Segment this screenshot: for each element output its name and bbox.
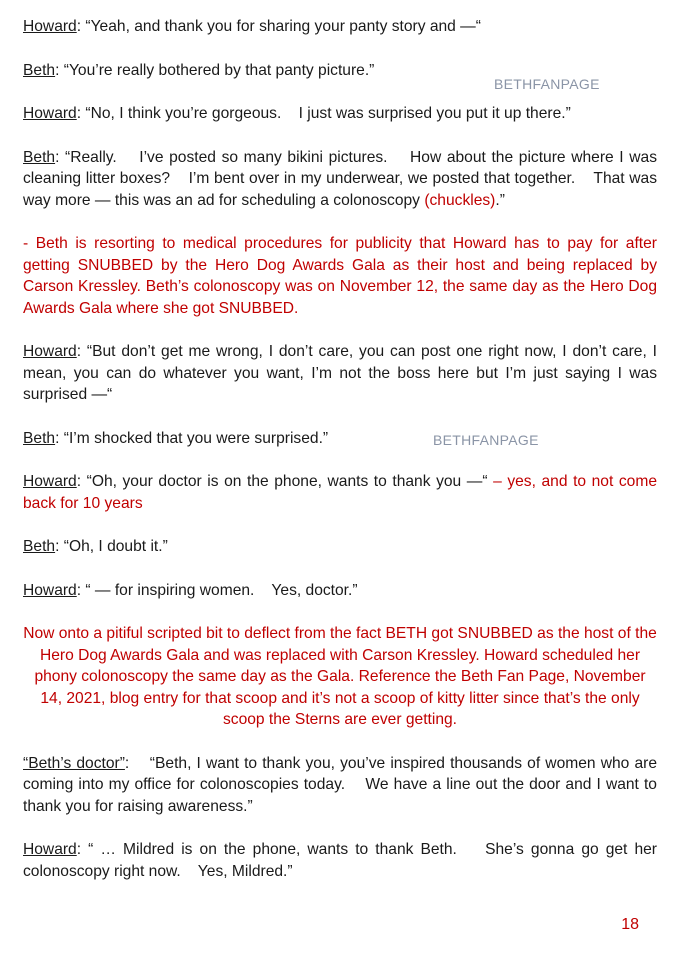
speaker-name: Howard xyxy=(23,343,77,360)
dialogue-text: : “Yeah, and thank you for sharing your panty story and —“ xyxy=(76,18,481,35)
dialogue-text: : “Beth, I want to thank you, you’ve inspired thousands of women who are coming into my office for colonoscopies today. We have a line out the door and I want to thank you for raising awareness.” xyxy=(23,754,657,815)
dialogue-text: : “But don’t get me wrong, I don’t care, you can post one right now, I don’t care, I mean, you can do whatever you want, I’m not the boss here but I’m just saying I was surprised —“ xyxy=(23,343,657,403)
transcript-paragraph xyxy=(23,536,657,558)
speaker-name: Beth xyxy=(23,61,56,79)
watermark-bethfanpage: BETHFANPAGE xyxy=(433,432,539,448)
speaker-name: Howard xyxy=(23,473,77,490)
transcript-paragraph xyxy=(23,147,657,212)
speaker-name: Beth xyxy=(23,429,56,447)
red-annotation: (chuckles) xyxy=(424,191,496,209)
speaker-name: “Beth’s doctor” xyxy=(23,754,125,772)
dialogue-text: : “You’re really bothered by that panty picture.” xyxy=(55,61,375,79)
speaker-name: Beth xyxy=(23,148,56,166)
dialogue-text: : “ … Mildred is on the phone, wants to thank Beth. She’s gonna go get her colonoscopy right now. Yes, Mildred.” xyxy=(23,841,657,880)
speaker-name: Howard xyxy=(23,18,77,35)
dialogue-text: : “Oh, your doctor is on the phone, wants to thank you —“ xyxy=(76,473,494,490)
speaker-name: Howard xyxy=(23,105,77,122)
transcript-paragraph xyxy=(23,580,657,602)
dialogue-text: : “ — for inspiring women. Yes, doctor.” xyxy=(76,581,358,599)
dialogue-text: : “I’m shocked that you were surprised.” xyxy=(55,429,329,447)
speaker-name: Howard xyxy=(23,581,77,599)
transcript-paragraph xyxy=(23,103,657,125)
speaker-name: Howard xyxy=(23,841,77,858)
document-page xyxy=(23,16,657,904)
dialogue-text: : “Really. I’ve posted so many bikini pictures. How about the picture where I was cleaning litter boxes? I’m bent over in my underwear, we posted that together. That was way more — this was an ad for scheduling a colonoscopy xyxy=(23,148,657,209)
watermark-bethfanpage: BETHFANPAGE xyxy=(494,76,600,92)
transcript-paragraph xyxy=(23,60,657,82)
dialogue-text: : “Oh, I doubt it.” xyxy=(55,538,168,555)
commentary-paragraph: - Beth is resorting to medical procedures for publicity that Howard has to pay for after getting SNUBBED by the Hero Dog Awards Gala as their host and being replaced by Carson Kressley. Beth’s colonoscopy was on November 12, the same day as the Hero Dog Awards Gala where she got SNUBBED. xyxy=(23,235,657,317)
transcript-paragraph xyxy=(23,428,657,450)
dialogue-tail: .” xyxy=(495,191,505,209)
transcript-paragraph xyxy=(23,471,657,514)
transcript-paragraph xyxy=(23,341,657,406)
red-annotation: – yes, and to not come back for 10 years xyxy=(23,473,657,512)
transcript-paragraph xyxy=(23,839,657,882)
dialogue-text: : “No, I think you’re gorgeous. I just was surprised you put it up there.” xyxy=(76,105,571,122)
commentary-paragraph-centered: Now onto a pitiful scripted bit to deflect from the fact BETH got SNUBBED as the host of the Hero Dog Awards Gala and was replaced with Carson Kressley. Howard scheduled her phony colonoscopy the same day as the Gala. Reference the Beth Fan Page, November 14, 2021, blog entry for that scoop and it’s not a scoop of kitty litter since that’s the only scoop the Sterns are ever getting. xyxy=(23,625,657,728)
transcript-paragraph xyxy=(23,16,657,38)
page-number: 18 xyxy=(621,916,639,933)
transcript-paragraph xyxy=(23,753,657,818)
speaker-name: Beth xyxy=(23,538,56,555)
